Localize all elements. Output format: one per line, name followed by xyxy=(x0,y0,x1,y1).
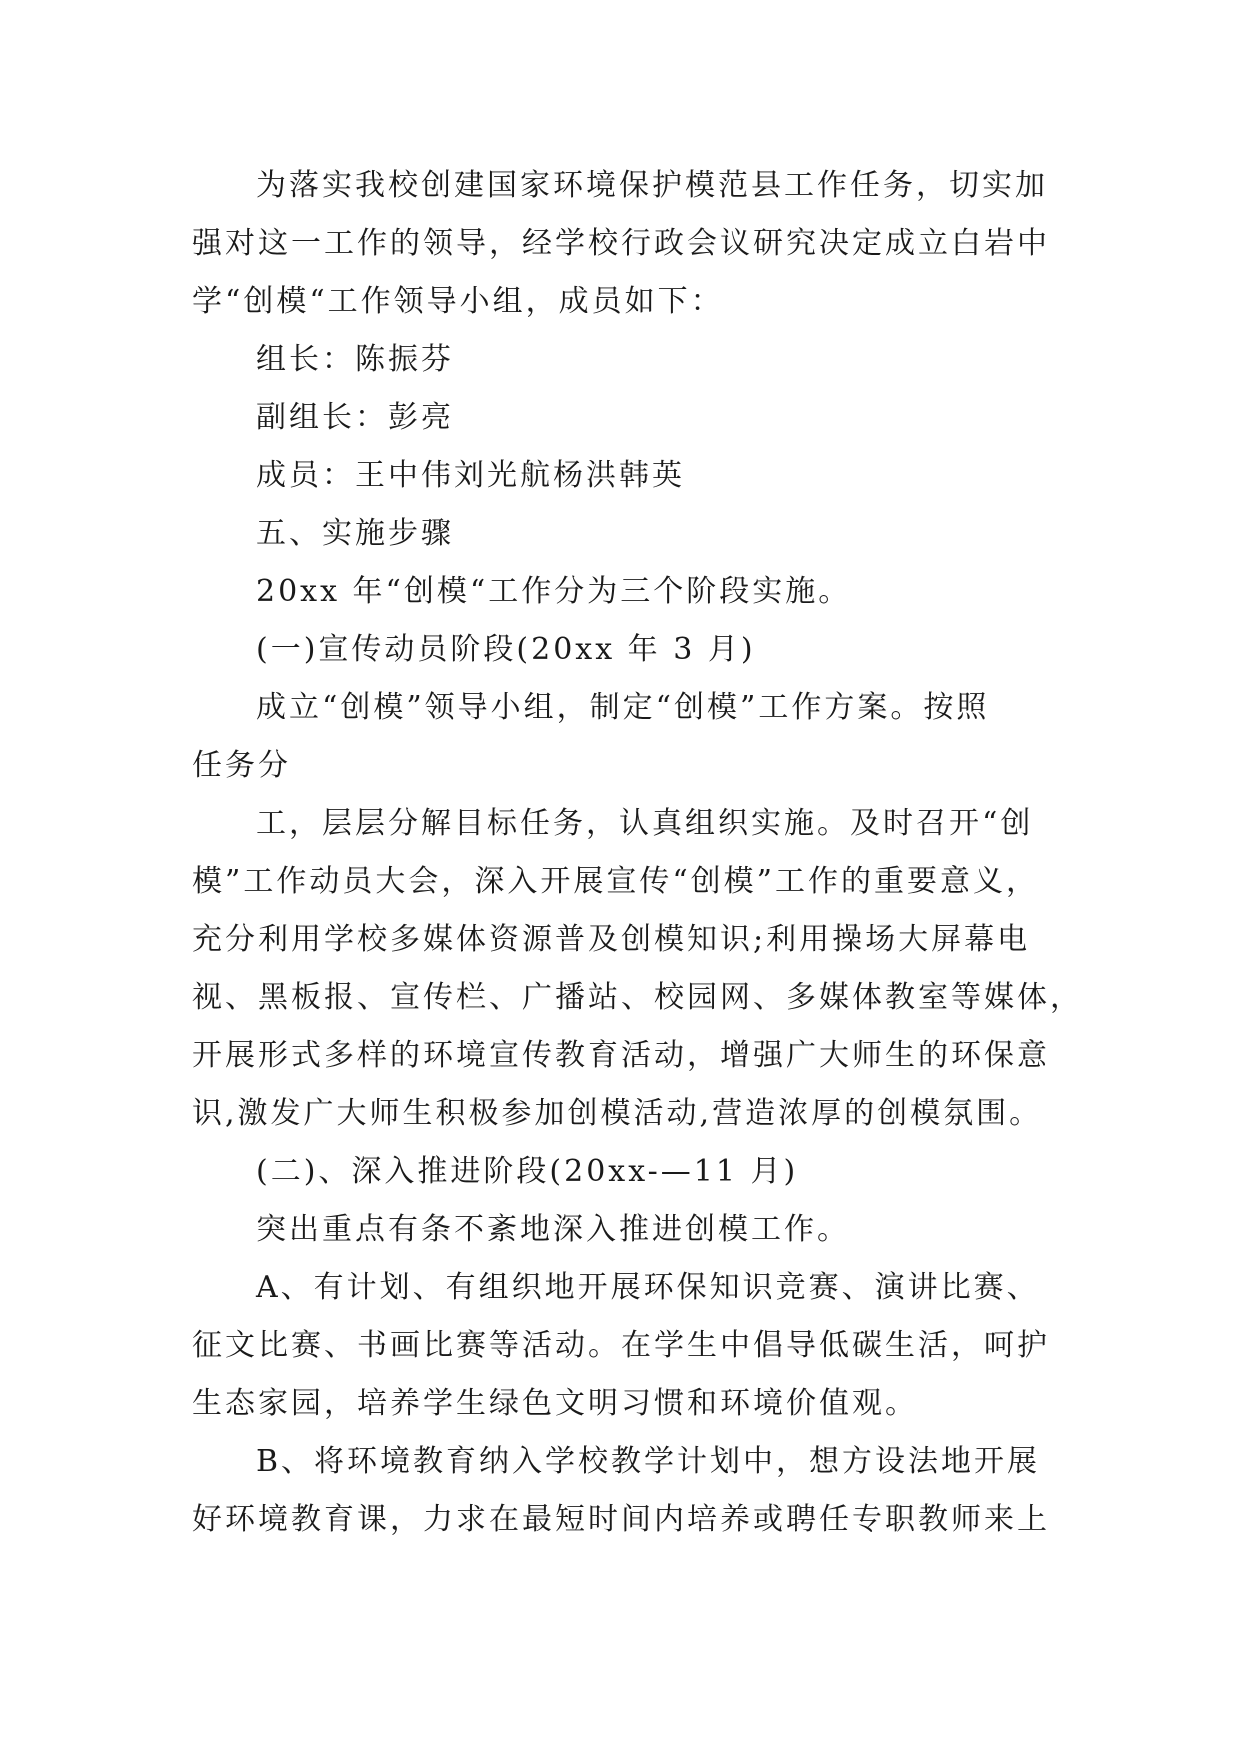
paragraph-establish-group xyxy=(192,679,1052,795)
text-line: 为落实我校创建国家环境保护模范县工作任务，切实加 xyxy=(256,168,1048,203)
text-line: 强对这一工作的领导，经学校行政会议研究决定成立白岩中 xyxy=(192,226,1050,261)
paragraph-deputy-leader xyxy=(192,389,1052,447)
text-line: 征文比赛、书画比赛等活动。在学生中倡导低碳生活，呵护 xyxy=(192,1328,1050,1363)
text-line: B、将环境教育纳入学校教学计划中，想方设法地开展 xyxy=(256,1444,1041,1479)
text-line: 模”工作动员大会，深入开展宣传“创模”工作的重要意义， xyxy=(192,864,1040,899)
text-line: 视、黑板报、宣传栏、广播站、校园网、多媒体教室等媒体， xyxy=(192,980,1083,1015)
text-line: 学“创模“工作领导小组，成员如下： xyxy=(192,284,724,319)
text-line: 充分利用学校多媒体资源普及创模知识;利用操场大屏幕电 xyxy=(192,922,1031,957)
text-line: 成立“创模”领导小组，制定“创模”工作方案。按照 xyxy=(256,690,990,725)
text-line: 组长：陈振芬 xyxy=(256,342,454,377)
text-line: 副组长：彭亮 xyxy=(256,400,454,435)
text-line: 突出重点有条不紊地深入推进创模工作。 xyxy=(256,1212,850,1247)
text-line: 生态家园，培养学生绿色文明习惯和环境价值观。 xyxy=(192,1386,918,1421)
text-line: 开展形式多样的环境宣传教育活动，增强广大师生的环保意 xyxy=(192,1038,1050,1073)
paragraph-three-stages xyxy=(192,563,1052,621)
paragraph-advance-work xyxy=(192,1201,1052,1259)
subheading-stage-one xyxy=(192,621,1052,679)
text-line: 20xx 年“创模“工作分为三个阶段实施。 xyxy=(256,574,852,609)
text-line: 成员：王中伟刘光航杨洪韩英 xyxy=(256,458,685,493)
text-line: 工，层层分解目标任务，认真组织实施。及时召开“创 xyxy=(256,806,1034,841)
text-line: (二)、深入推进阶段(20xx-—11 月) xyxy=(256,1154,799,1189)
paragraph-intro xyxy=(192,157,1052,331)
paragraph-group-leader xyxy=(192,331,1052,389)
section-heading-implementation-steps xyxy=(192,505,1052,563)
paragraph-division-of-work xyxy=(192,795,1083,1143)
text-line: 任务分 xyxy=(192,748,291,783)
paragraph-item-b xyxy=(192,1433,1052,1549)
text-line: 识,激发广大师生积极参加创模活动,营造浓厚的创模氛围。 xyxy=(192,1096,1043,1131)
text-line: 五、实施步骤 xyxy=(256,516,454,551)
text-line: 好环境教育课，力求在最短时间内培养或聘任专职教师来上 xyxy=(192,1502,1050,1537)
text-line: A、有计划、有组织地开展环保知识竞赛、演讲比赛、 xyxy=(256,1270,1040,1305)
document-body xyxy=(192,157,1083,1549)
paragraph-item-a xyxy=(192,1259,1052,1433)
subheading-stage-two xyxy=(192,1143,1052,1201)
paragraph-members xyxy=(192,447,1052,505)
text-line: (一)宣传动员阶段(20xx 年 3 月) xyxy=(256,632,756,667)
